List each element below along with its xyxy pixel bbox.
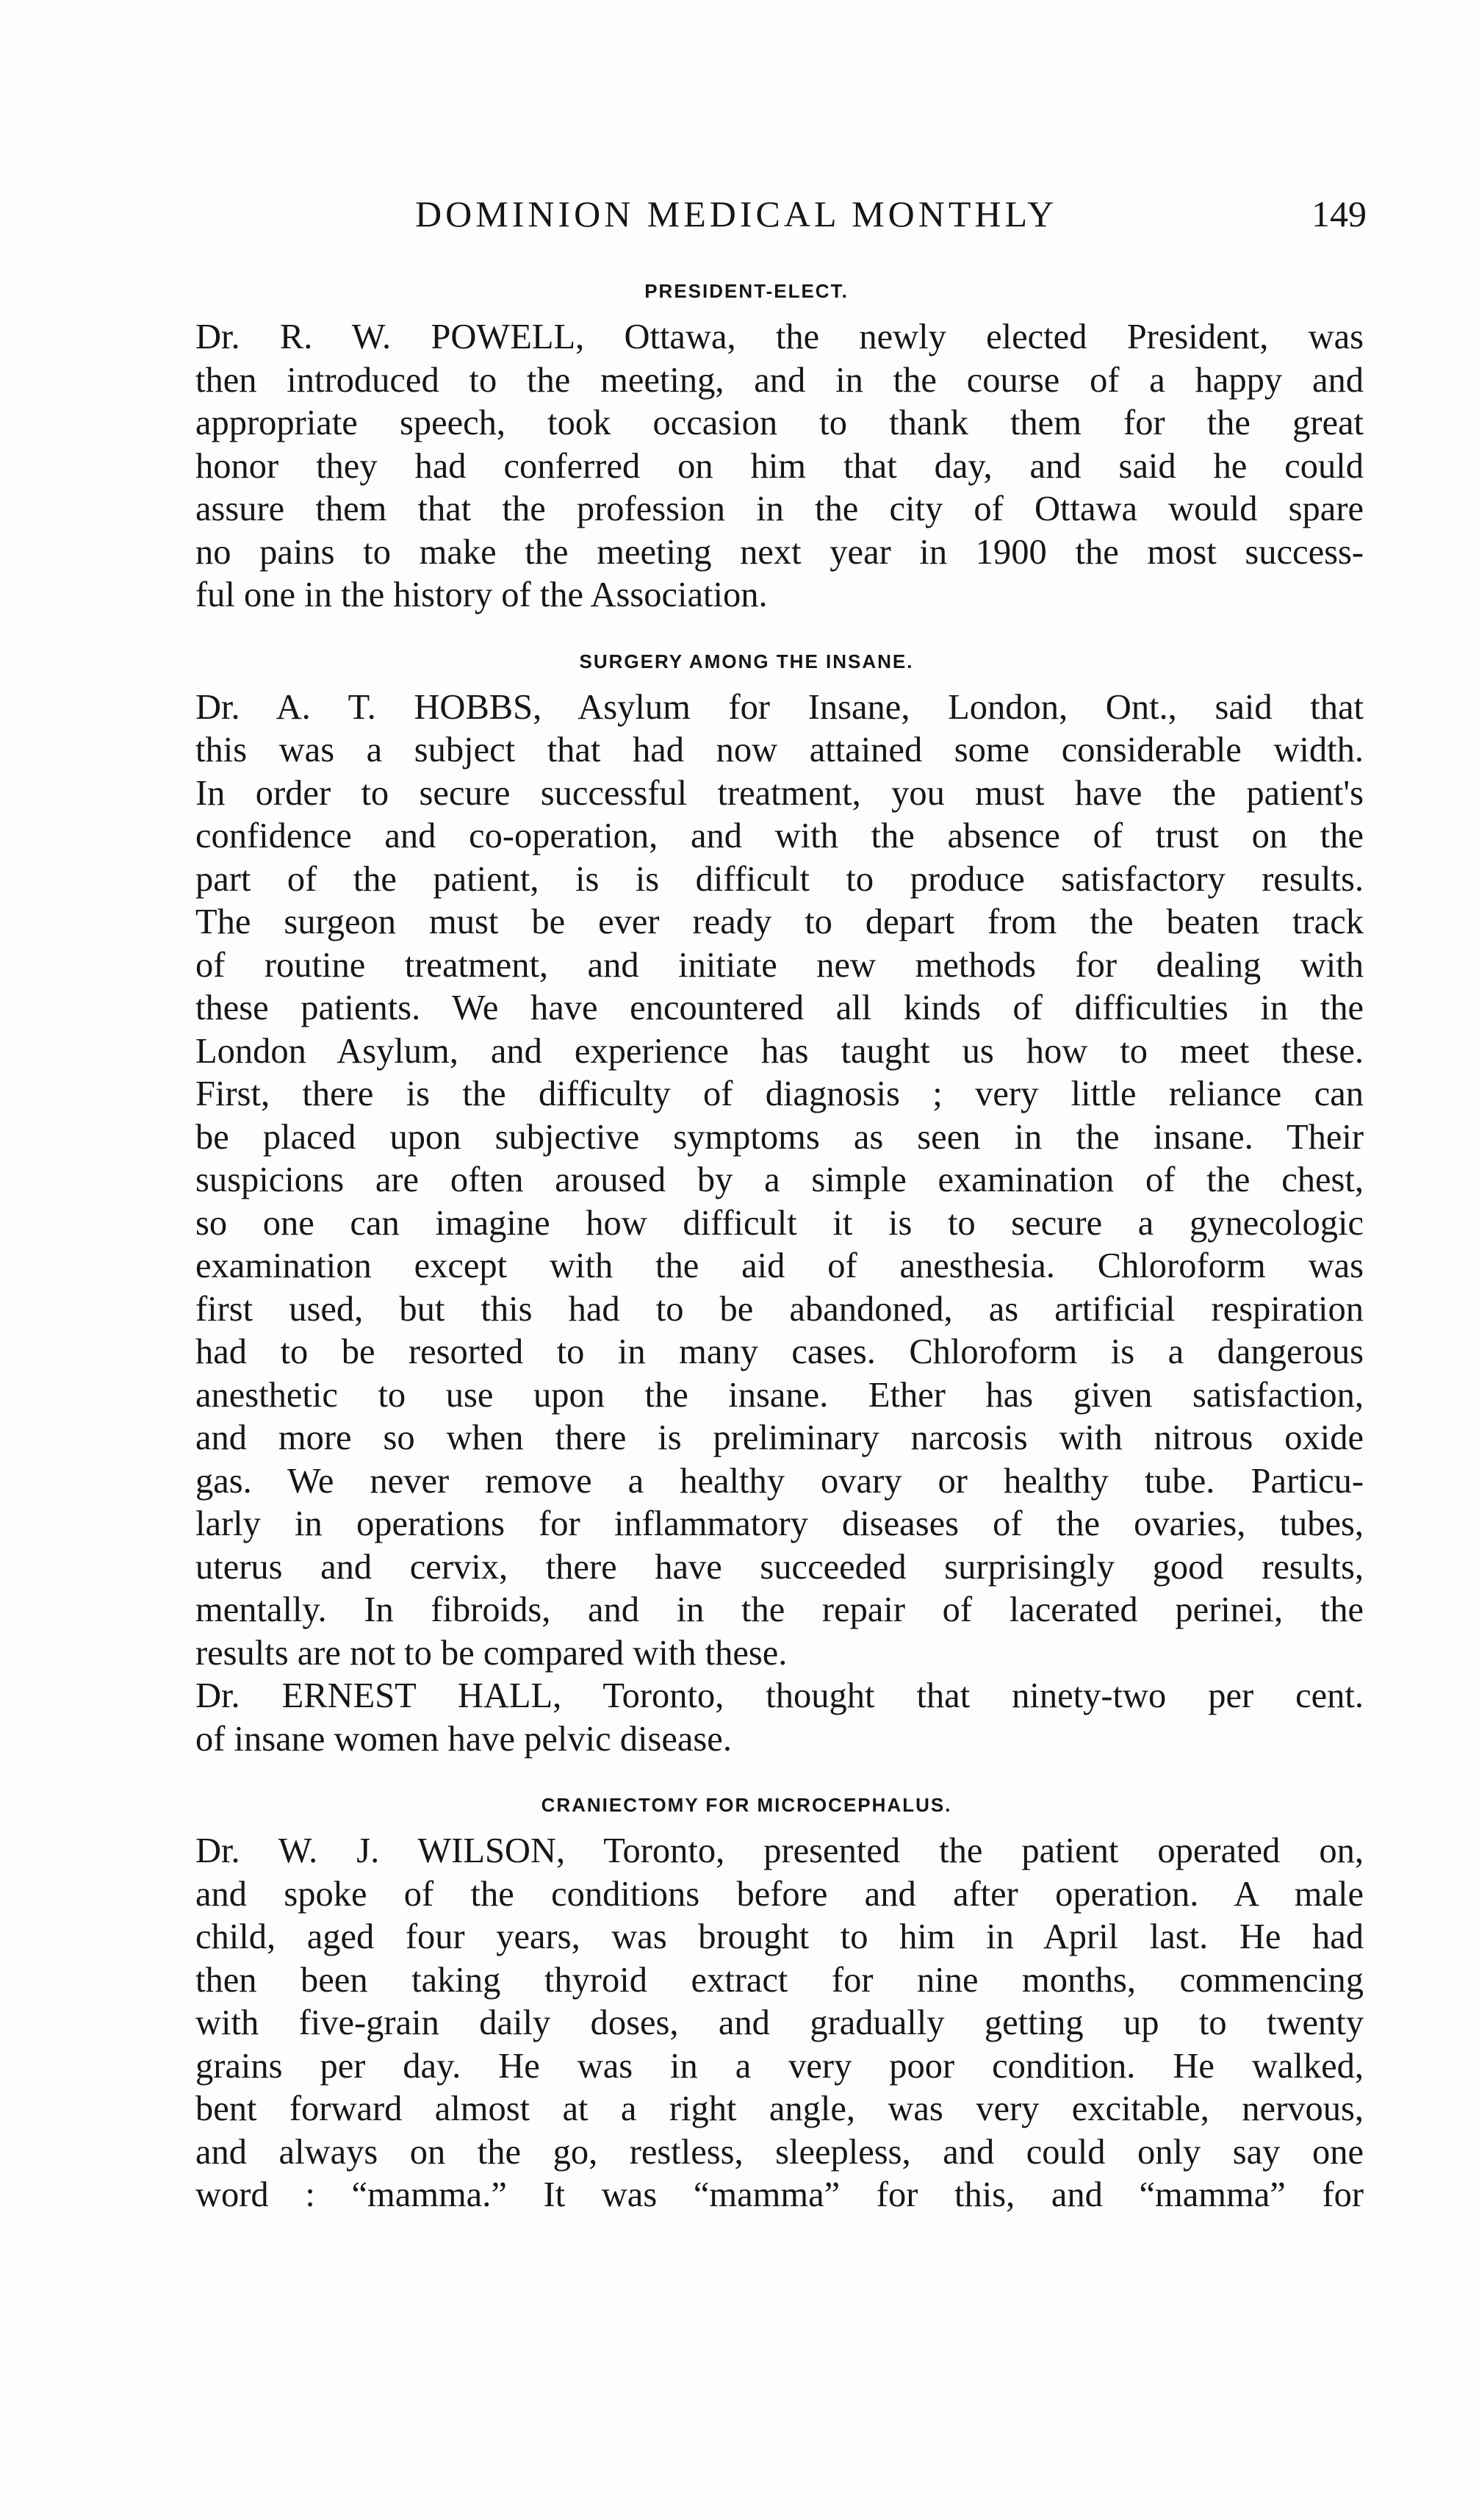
- text-line: mentally. In fibroids, and in the repair of lacerated perinei, the: [195, 1590, 1364, 1629]
- text-line: First, there is the difficulty of diagnosis ; very little reliance can: [195, 1074, 1364, 1113]
- running-head: [184, 193, 1374, 244]
- text-line: results are not to be compared with these.: [195, 1633, 788, 1673]
- text-line: and more so when there is preliminary narcosis with nitrous oxide: [195, 1418, 1364, 1457]
- text-line: Dr. W. J. WILSON, Toronto, presented the patient operated on,: [195, 1831, 1364, 1870]
- text-line: had to be resorted to in many cases. Chloroform is a dangerous: [195, 1332, 1364, 1371]
- running-title: DOMINION MEDICAL MONTHLY: [415, 193, 1058, 234]
- text-line: ful one in the history of the Association.: [195, 575, 768, 614]
- text-line: word : “mamma.” It was “mamma” for this, and “mamma” for: [195, 2175, 1364, 2214]
- text-line: London Asylum, and experience has taught us how to meet these.: [195, 1031, 1364, 1071]
- paragraph-hall: [129, 1675, 1364, 1761]
- text-line: with five-grain daily doses, and gradually getting up to twenty: [195, 2003, 1364, 2042]
- text-line: examination except with the aid of anesthesia. Chloroform was: [195, 1246, 1364, 1285]
- text-line: of insane women have pelvic disease.: [195, 1719, 732, 1759]
- text-line: part of the patient, is is difficult to produce satisfactory results.: [195, 859, 1364, 899]
- text-line: Dr. A. T. HOBBS, Asylum for Insane, London, Ont., said that: [195, 687, 1364, 727]
- text-line: Dr. R. W. POWELL, Ottawa, the newly elected President, was: [195, 317, 1364, 356]
- text-line: larly in operations for inflammatory diseases of the ovaries, tubes,: [195, 1504, 1364, 1543]
- text-line: and always on the go, restless, sleepless, and could only say one: [195, 2132, 1364, 2172]
- text-line: assure them that the profession in the city of Ottawa would spare: [195, 489, 1364, 528]
- section-heading-surgery-among-insane: SURGERY AMONG THE INSANE.: [579, 650, 914, 672]
- text-line: In order to secure successful treatment, you must have the patient's: [195, 773, 1364, 813]
- text-line: be placed upon subjective symptoms as seen in the insane. Their: [195, 1117, 1364, 1157]
- text-line: Dr. ERNEST HALL, Toronto, thought that ninety-two per cent.: [195, 1676, 1364, 1715]
- text-line: anesthetic to use upon the insane. Ether has given satisfaction,: [195, 1375, 1364, 1415]
- section-heading-craniectomy: CRANIECTOMY FOR MICROCEPHALUS.: [541, 1794, 952, 1816]
- article-body: [129, 276, 1364, 2217]
- text-line: of routine treatment, and initiate new methods for dealing with: [195, 945, 1364, 985]
- paragraph-wilson: [129, 1830, 1364, 2217]
- text-line: suspicions are often aroused by a simple examination of the chest,: [195, 1160, 1364, 1199]
- paragraph-hobbs: [129, 686, 1364, 1676]
- text-line: child, aged four years, was brought to him in April last. He had: [195, 1917, 1364, 1956]
- text-line: first used, but this had to be abandoned, as artificial respiration: [195, 1289, 1364, 1329]
- text-line: then introduced to the meeting, and in the course of a happy and: [195, 360, 1364, 400]
- text-line: this was a subject that had now attained some considerable width.: [195, 730, 1364, 769]
- text-line: uterus and cervix, there have succeeded surprisingly good results,: [195, 1547, 1364, 1587]
- text-line: and spoke of the conditions before and after operation. A male: [195, 1874, 1364, 1914]
- text-line: confidence and co-operation, and with the absence of trust on the: [195, 816, 1364, 855]
- text-line: appropriate speech, took occasion to thank them for the great: [195, 403, 1364, 442]
- text-line: no pains to make the meeting next year in 1900 the most success-: [195, 532, 1364, 572]
- text-line: these patients. We have encountered all kinds of difficulties in the: [195, 988, 1364, 1027]
- page-number: 149: [1311, 193, 1367, 234]
- paragraph-powell: [129, 316, 1364, 617]
- text-line: bent forward almost at a right angle, was very excitable, nervous,: [195, 2089, 1364, 2128]
- text-line: grains per day. He was in a very poor condition. He walked,: [195, 2046, 1364, 2086]
- text-line: The surgeon must be ever ready to depart from the beaten track: [195, 902, 1364, 941]
- text-line: honor they had conferred on him that day, and said he could: [195, 446, 1364, 486]
- text-line: so one can imagine how difficult it is to secure a gynecologic: [195, 1203, 1364, 1243]
- section-heading-president-elect: PRESIDENT-ELECT.: [644, 280, 849, 302]
- text-line: gas. We never remove a healthy ovary or healthy tube. Particu-: [195, 1461, 1364, 1501]
- text-line: then been taking thyroid extract for nine months, commencing: [195, 1960, 1364, 2000]
